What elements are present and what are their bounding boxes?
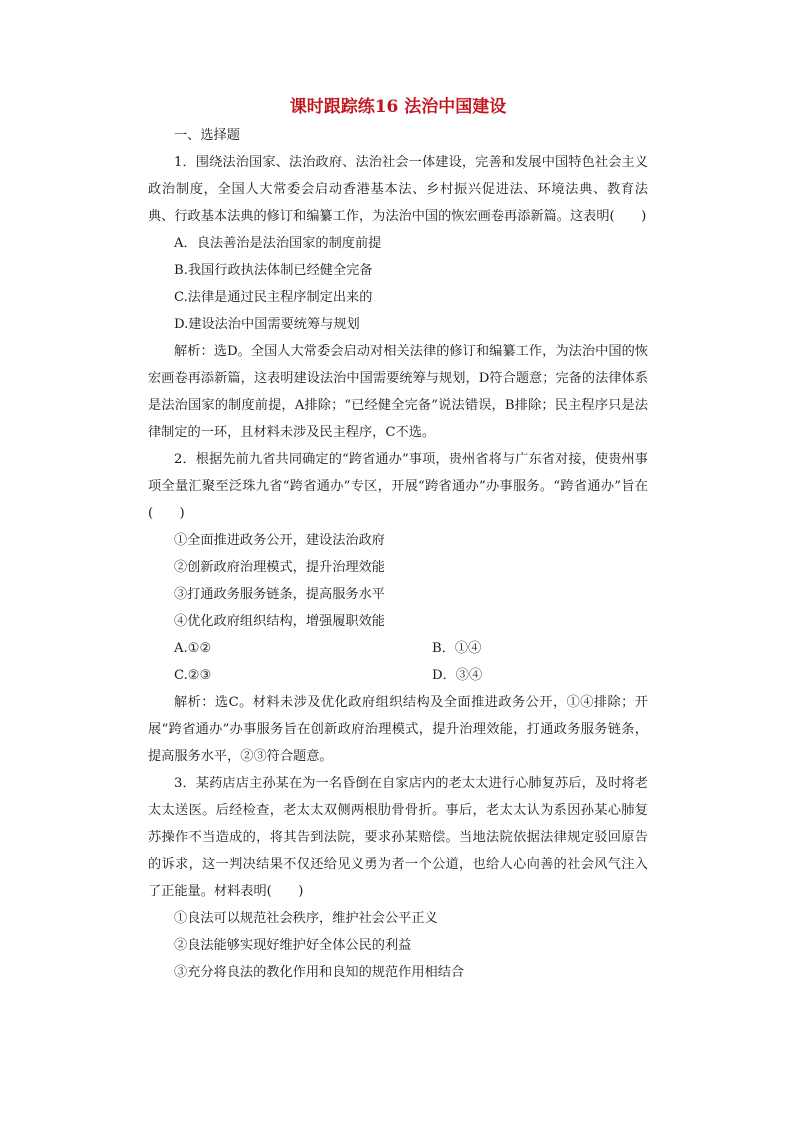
question-3-item-3: ③充分将良法的教化作用和良知的规范作用相结合 — [174, 965, 465, 980]
question-1-option-c: C.法律是通过民主程序制定出来的 — [174, 290, 373, 305]
question-1-option-d: D.建设法治中国需要统筹与规划 — [174, 317, 360, 332]
question-2-choice-d: D．③④ — [432, 668, 483, 683]
document-page — [148, 92, 648, 986]
question-1-option-b: B.我国行政执法体制已经健全完备 — [174, 263, 373, 278]
question-1-analysis: 解析：选D。全国人大常委会启动对相关法律的修订和编纂工作，为法治中国的恢宏画卷再添新篇，这表明建设法治中国需要统筹与规划，D符合题意；完备的法律体系是法治国家的制度前提，A排除；“已经健全完备”说法错误，B排除；民主程序只是法律制定的一环，且材料未涉及民主程序，C不选。 — [148, 344, 648, 440]
question-2-item-3: ③打通政务服务链条，提高服务水平 — [174, 587, 385, 602]
question-2-item-1: ①全面推进政务公开，建设法治政府 — [174, 533, 385, 548]
question-1-option-a: A．良法善治是法治国家的制度前提 — [174, 236, 382, 251]
page-title: 课时跟踪练16 法治中国建设 — [289, 97, 507, 117]
question-1-stem: 1．围绕法治国家、法治政府、法治社会一体建设，完善和发展中国特色社会主义政治制度，全国人大常委会启动香港基本法、乡村振兴促进法、环境法典、教育法典、行政基本法典的修订和编纂工作，为法治中国的恢宏画卷再添新篇。这表明( ) — [148, 155, 648, 224]
question-2-item-2: ②创新政府治理模式，提升治理效能 — [174, 560, 385, 575]
question-2-choices — [148, 635, 648, 689]
section-heading: 一、选择题 — [174, 128, 240, 143]
question-2-analysis: 解析：选C。材料未涉及优化政府组织结构及全面推进政务公开，①④排除；开展“跨省通办”办事服务旨在创新政府治理模式，提升治理效能，打通政务服务链条，提高服务水平，②③符合题意。 — [148, 695, 648, 764]
question-2-choice-a: A.①② — [174, 641, 212, 656]
question-2-stem: 2．根据先前九省共同确定的“跨省通办”事项，贵州省将与广东省对接，使贵州事项全量汇聚至泛珠九省“跨省通办”专区，开展“跨省通办”办事服务。“跨省通办”旨在( ) — [148, 452, 648, 521]
question-2-choice-c: C.②③ — [174, 668, 212, 683]
question-3-stem: 3．某药店店主孙某在为一名昏倒在自家店内的老太太进行心肺复苏后，及时将老太太送医。后经检查，老太太双侧两根肋骨骨折。事后，老太太认为系因孙某心肺复苏操作不当造成的，将其告到法院，要求孙某赔偿。当地法院依据法律规定驳回原告的诉求，这一判决结果不仅还给见义勇为者一个公道，也给人心向善的社会风气注入了正能量。材料表明( ) — [148, 776, 648, 899]
question-2-choice-b: B．①④ — [432, 641, 482, 656]
question-2-item-4: ④优化政府组织结构，增强履职效能 — [174, 614, 385, 629]
question-3-item-1: ①良法可以规范社会秩序，维护社会公平正义 — [174, 911, 438, 926]
question-3-item-2: ②良法能够实现好维护好全体公民的利益 — [174, 938, 412, 953]
